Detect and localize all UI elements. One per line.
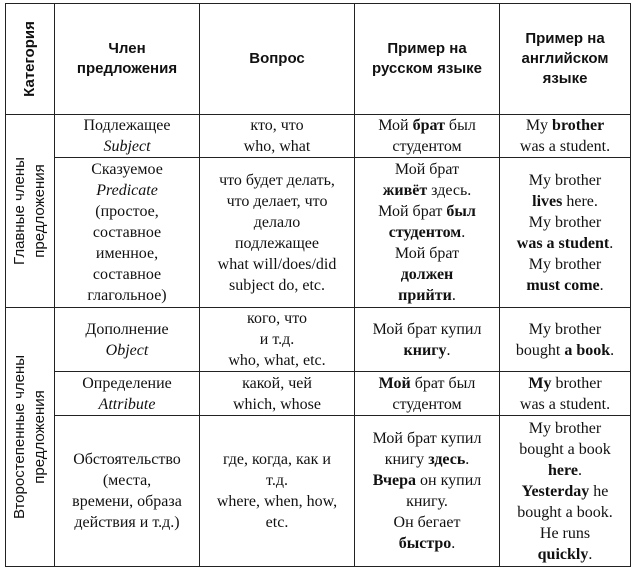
en-line: [503, 394, 627, 415]
highlighted-word: студентом: [388, 224, 462, 242]
ru-line: [358, 491, 496, 512]
ru-line: [358, 136, 496, 157]
text-segment: студентом: [392, 138, 462, 156]
en-example-cell: [500, 372, 631, 416]
text-segment: книгу: [384, 451, 429, 469]
text-segment: My: [525, 117, 553, 135]
en-line: [503, 502, 627, 523]
text-segment: he: [589, 482, 609, 500]
member-cell: [55, 158, 200, 308]
text-segment: Мой брат: [378, 203, 447, 221]
highlighted-word: прийти: [398, 287, 452, 305]
grammar-table: [5, 3, 631, 567]
member-cell: [55, 372, 200, 416]
ru-line: [358, 180, 496, 201]
en-line: [503, 460, 627, 481]
text-segment: My brother: [528, 255, 602, 273]
highlighted-word: Yesterday: [521, 482, 590, 500]
highlighted-word: брат: [412, 117, 445, 135]
en-line: [503, 418, 627, 439]
highlighted-word: был: [446, 203, 476, 221]
en-example-cell: [500, 158, 631, 308]
ru-example-cell: [355, 308, 500, 372]
ru-line: [358, 243, 496, 264]
header-category-label: Категория: [21, 21, 38, 97]
text-segment: подлежащее: [234, 234, 319, 252]
ru-line: [358, 533, 496, 554]
group-secondary-label: [10, 355, 50, 519]
ru-line: [358, 470, 496, 491]
ru-line: [358, 340, 496, 361]
text-segment: who, what, etc.: [228, 352, 326, 370]
text-segment: bought a book.: [517, 503, 613, 521]
text-segment: .: [461, 224, 466, 242]
text-segment: brother: [551, 374, 602, 392]
text-segment: .: [465, 451, 470, 469]
text-segment: My brother: [528, 320, 602, 338]
member-line: именное,: [95, 245, 159, 263]
en-line: [503, 340, 627, 361]
question-line: [203, 212, 351, 233]
question-line: [203, 136, 351, 157]
member-cell: [55, 115, 200, 158]
question-cell: [200, 372, 355, 416]
table-row-attribute: [6, 372, 631, 416]
question-line: [203, 275, 351, 296]
text-segment: студентом: [392, 395, 462, 413]
en-line: [503, 439, 627, 460]
header-row: [6, 4, 631, 115]
text-segment: .: [577, 461, 582, 479]
highlighted-word: must come: [526, 276, 600, 294]
text-segment: was a student.: [519, 395, 611, 413]
member-line: Сказуемое: [91, 161, 163, 179]
text-segment: which, whose: [233, 395, 321, 413]
group-main-cell: [6, 115, 55, 308]
question-cell: [200, 158, 355, 308]
group-secondary-cell: [6, 308, 55, 567]
text-segment: .: [446, 341, 451, 359]
en-line: [503, 233, 627, 254]
question-cell: [200, 115, 355, 158]
ru-line: [358, 115, 496, 136]
text-segment: делало: [253, 213, 301, 231]
question-line: [203, 115, 351, 136]
ru-line: [358, 394, 496, 415]
member-line: Обстоятельство: [73, 451, 181, 469]
highlighted-word: My: [528, 374, 552, 392]
highlighted-word: здесь: [428, 451, 466, 469]
en-line: [503, 254, 627, 275]
en-example-cell: [500, 416, 631, 567]
text-segment: subject do, etc.: [229, 276, 325, 294]
text-segment: кого, что: [247, 310, 307, 328]
highlighted-word: живёт: [382, 182, 428, 200]
table-row-subject: [6, 115, 631, 158]
text-segment: etc.: [265, 514, 289, 532]
highlighted-word: brother: [552, 117, 605, 135]
en-line: [503, 136, 627, 157]
member-line: глагольное): [87, 287, 167, 305]
text-segment: My brother: [528, 213, 602, 231]
text-segment: .: [610, 341, 615, 359]
text-segment: My brother: [528, 171, 602, 189]
question-cell: [200, 308, 355, 372]
question-cell: [200, 416, 355, 567]
en-line: [503, 481, 627, 502]
en-line: [503, 319, 627, 340]
text-segment: Мой брат: [394, 245, 460, 263]
highlighted-word: quickly: [537, 545, 589, 563]
text-segment: кто, что: [250, 117, 304, 135]
en-line: [503, 212, 627, 233]
ru-example-cell: [355, 158, 500, 308]
en-line: [503, 275, 627, 296]
ru-line: [358, 222, 496, 243]
group-main-label: [10, 157, 50, 265]
member-english-name: Object: [105, 341, 149, 359]
highlighted-word: должен: [400, 266, 454, 284]
table-row-object: [6, 308, 631, 372]
text-segment: Мой: [378, 117, 413, 135]
ru-line: [358, 512, 496, 533]
member-english-name: Predicate: [96, 182, 158, 200]
text-segment: где, когда, как и: [223, 451, 331, 469]
text-segment: was a student.: [519, 138, 611, 156]
highlighted-word: a book: [564, 341, 611, 359]
en-example-cell: [500, 115, 631, 158]
table-row-adverbial: [6, 416, 631, 567]
question-line: [203, 470, 351, 491]
text-segment: книгу.: [406, 493, 448, 511]
text-segment: .: [599, 276, 604, 294]
text-segment: here.: [562, 192, 598, 210]
question-line: [203, 512, 351, 533]
text-segment: здесь.: [427, 182, 472, 200]
text-segment: where, when, how,: [216, 493, 338, 511]
en-line: [503, 191, 627, 212]
text-segment: bought a book: [519, 440, 611, 458]
question-line: [203, 394, 351, 415]
en-example-cell: [500, 308, 631, 372]
text-segment: .: [451, 535, 456, 553]
highlighted-word: книгу: [403, 341, 447, 359]
ru-line: [358, 201, 496, 222]
question-line: [203, 373, 351, 394]
member-line: действия и т.д.): [74, 514, 180, 532]
text-segment: т.д.: [266, 472, 288, 490]
header-member: Член предложения: [55, 4, 200, 115]
text-segment: .: [588, 545, 593, 563]
en-line: [503, 170, 627, 191]
table-row-predicate: [6, 158, 631, 308]
ru-line: [358, 285, 496, 306]
en-line: [503, 523, 627, 544]
member-line: (простое,: [95, 203, 159, 221]
question-line: [203, 170, 351, 191]
group-secondary-line-1: Второстепенные члены: [11, 354, 29, 520]
member-line: Подлежащее: [83, 117, 171, 135]
highlighted-word: Мой: [378, 374, 411, 392]
member-english-name: Attribute: [98, 395, 156, 413]
ru-example-cell: [355, 416, 500, 567]
ru-line: [358, 449, 496, 470]
group-main-line-1: Главные члены: [11, 157, 28, 265]
member-cell: [55, 308, 200, 372]
member-cell: [55, 416, 200, 567]
en-line: [503, 544, 627, 565]
text-segment: что делает, что: [226, 192, 328, 210]
highlighted-word: lives: [532, 192, 563, 210]
header-en-example: Пример на английском языке: [500, 4, 631, 115]
text-segment: My brother: [528, 419, 602, 437]
highlighted-word: Вчера: [372, 472, 417, 490]
ru-line: [358, 319, 496, 340]
ru-example-cell: [355, 115, 500, 158]
member-line: составное: [92, 266, 162, 284]
question-line: [203, 350, 351, 371]
question-line: [203, 191, 351, 212]
member-line: Дополнение: [85, 320, 169, 338]
header-ru-example: Пример на русском языке: [355, 4, 500, 115]
ru-line: [358, 373, 496, 394]
member-english-name: Subject: [103, 138, 151, 156]
member-line: времени, образа: [72, 493, 182, 511]
text-segment: и т.д.: [259, 331, 295, 349]
text-segment: who, what: [243, 138, 311, 156]
highlighted-word: was a student: [516, 234, 610, 252]
ru-line: [358, 428, 496, 449]
text-segment: what will/does/did: [217, 255, 337, 273]
text-segment: что будет делать,: [219, 171, 335, 189]
text-segment: He runs: [539, 524, 591, 542]
group-main-line-2: предложения: [31, 164, 48, 258]
text-segment: Он бегает: [393, 514, 461, 532]
text-segment: брат был: [410, 374, 476, 392]
question-line: [203, 233, 351, 254]
text-segment: он купил: [416, 472, 482, 490]
question-line: [203, 308, 351, 329]
question-line: [203, 254, 351, 275]
question-line: [203, 329, 351, 350]
highlighted-word: here: [548, 461, 578, 479]
member-line: составное: [92, 224, 162, 242]
highlighted-word: быстро: [398, 535, 452, 553]
ru-line: [358, 159, 496, 180]
ru-example-cell: [355, 372, 500, 416]
question-line: [203, 491, 351, 512]
text-segment: был: [444, 117, 476, 135]
text-segment: bought: [515, 341, 565, 359]
text-segment: .: [609, 234, 614, 252]
text-segment: Мой брат купил: [372, 320, 482, 338]
member-line: Определение: [82, 374, 172, 392]
header-question: Вопрос: [200, 4, 355, 115]
text-segment: Мой брат: [394, 161, 460, 179]
text-segment: Мой брат купил: [372, 430, 482, 448]
text-segment: какой, чей: [242, 374, 312, 392]
header-category: [6, 4, 55, 115]
ru-line: [358, 264, 496, 285]
text-segment: .: [451, 287, 456, 305]
en-line: [503, 115, 627, 136]
question-line: [203, 449, 351, 470]
group-secondary-line-2: предложения: [31, 390, 49, 484]
member-line: (места,: [102, 472, 152, 490]
en-line: [503, 373, 627, 394]
